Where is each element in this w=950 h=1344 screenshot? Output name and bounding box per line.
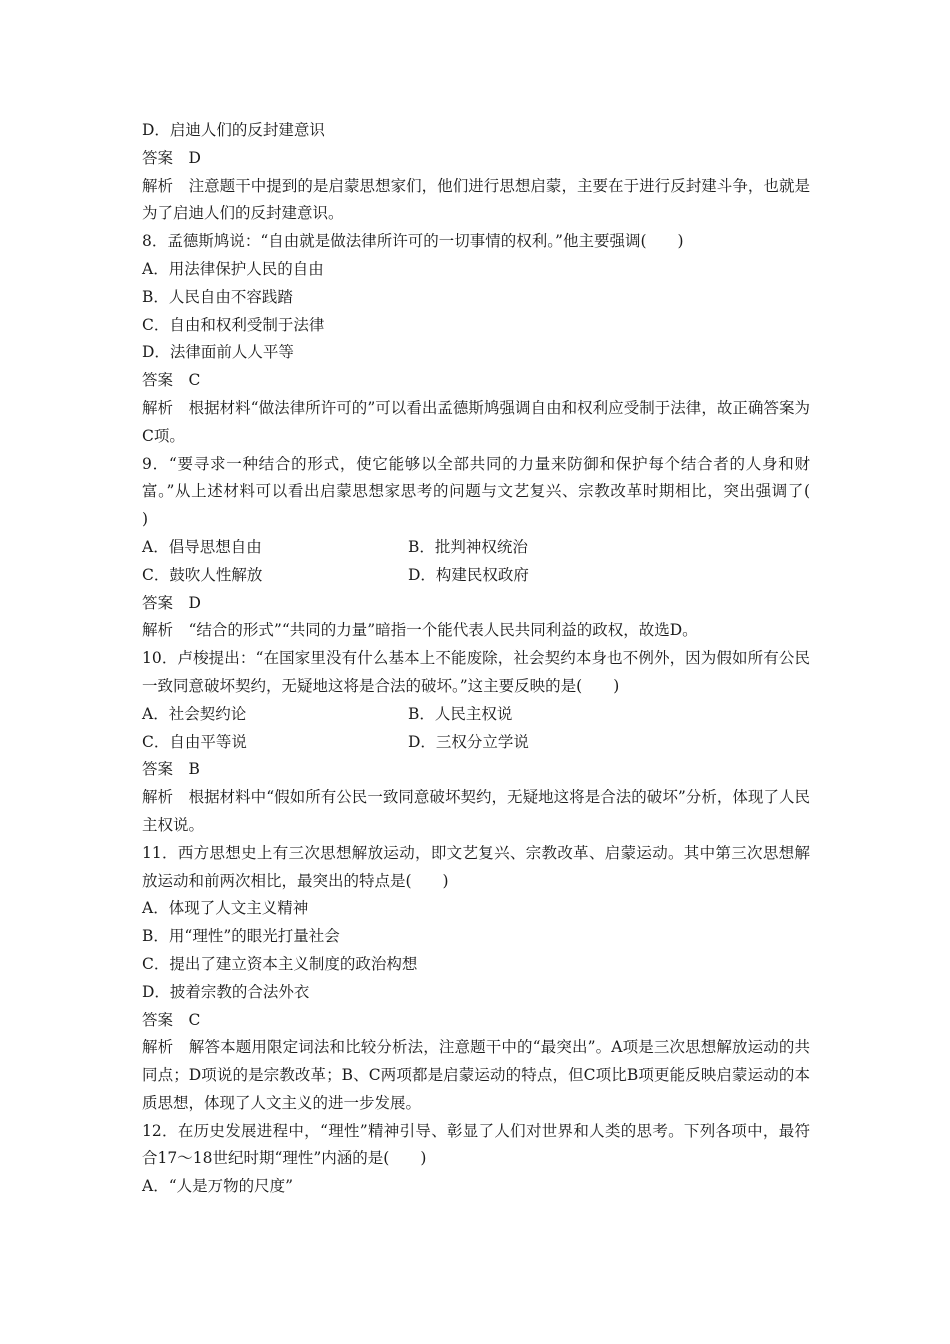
text-line: C．提出了建立资本主义制度的政治构想 xyxy=(142,954,418,973)
text-line: 解析 “结合的形式”“共同的力量”暗指一个能代表人民共同利益的政权，故选D。 xyxy=(142,621,698,640)
option-left: A．倡导思想自由 xyxy=(142,537,262,556)
text-line: 答案 C xyxy=(142,371,201,390)
option-row xyxy=(142,562,810,590)
text-line: 答案 C xyxy=(142,1010,201,1029)
option-right: B．批判神权统治 xyxy=(408,537,528,556)
text-paragraph: 解析 根据材料中“假如所有公民一致同意破坏契约，无疑地这将是合法的破坏”分析，体现了人民主权说。 xyxy=(142,788,810,834)
option-left: A．社会契约论 xyxy=(142,704,247,723)
option-right: D．三权分立学说 xyxy=(408,732,529,751)
text-line: 答案 D xyxy=(142,148,201,167)
option-row xyxy=(142,701,810,729)
text-paragraph: 11．西方思想史上有三次思想解放运动，即文艺复兴、宗教改革、启蒙运动。其中第三次思想解放运动和前两次相比，最突出的特点是( ) xyxy=(142,843,810,890)
text-line: A．用法律保护人民的自由 xyxy=(142,259,324,278)
text-line: D．披着宗教的合法外衣 xyxy=(142,982,310,1001)
text-line: 答案 D xyxy=(142,593,201,612)
text-paragraph: 12．在历史发展进程中，“理性”精神引导、彰显了人们对世界和人类的思考。下列各项中，最符合17～18世纪时期“理性”内涵的是( ) xyxy=(142,1121,810,1168)
option-left: C．自由平等说 xyxy=(142,732,247,751)
text-paragraph: 解析 注意题干中提到的是启蒙思想家们，他们进行思想启蒙，主要在于进行反封建斗争，也就是为了启迪人们的反封建意识。 xyxy=(142,176,810,223)
text-line: B．人民自由不容践踏 xyxy=(142,287,293,306)
text-paragraph: 解析 根据材料“做法律所许可的”可以看出孟德斯鸠强调自由和权利应受制于法律，故正确答案为C项。 xyxy=(142,398,810,445)
text-line: A．“人是万物的尺度” xyxy=(142,1177,294,1196)
text-line: A．体现了人文主义精神 xyxy=(142,899,309,918)
option-right: B．人民主权说 xyxy=(408,704,513,723)
text-line: B．用“理性”的眼光打量社会 xyxy=(142,927,340,946)
text-line: 8．孟德斯鸠说：“自由就是做法律所许可的一切事情的权利。”他主要强调( ) xyxy=(142,232,684,251)
option-row xyxy=(142,729,810,757)
text-line: D．启迪人们的反封建意识 xyxy=(142,121,325,139)
text-paragraph: 9．“要寻求一种结合的形式，使它能够以全部共同的力量来防御和保护每个结合者的人身和财富。”从上述材料可以看出启蒙思想家思考的问题与文艺复兴、宗教改革时期相比，突出强调了( ) xyxy=(142,454,842,529)
document-page xyxy=(142,117,842,1201)
option-left: C．鼓吹人性解放 xyxy=(142,565,263,584)
text-paragraph: 10．卢梭提出：“在国家里没有什么基本上不能废除，社会契约本身也不例外，因为假如所有公民一致同意破坏契约，无疑地这将是合法的破坏。”这主要反映的是( ) xyxy=(142,649,810,695)
option-right: D．构建民权政府 xyxy=(408,565,529,584)
option-row xyxy=(142,534,810,562)
text-paragraph: 解析 解答本题用限定词法和比较分析法，注意题干中的“最突出”。A项是三次思想解放运动的共同点；D项说的是宗教改革；B、C两项都是启蒙运动的特点，但C项比B项更能反映启蒙运动的本质思想，体现了人文主义的进一步发展。 xyxy=(142,1038,810,1112)
text-line: 答案 B xyxy=(142,760,200,779)
text-line: C．自由和权利受制于法律 xyxy=(142,315,325,334)
text-line: D．法律面前人人平等 xyxy=(142,343,294,362)
